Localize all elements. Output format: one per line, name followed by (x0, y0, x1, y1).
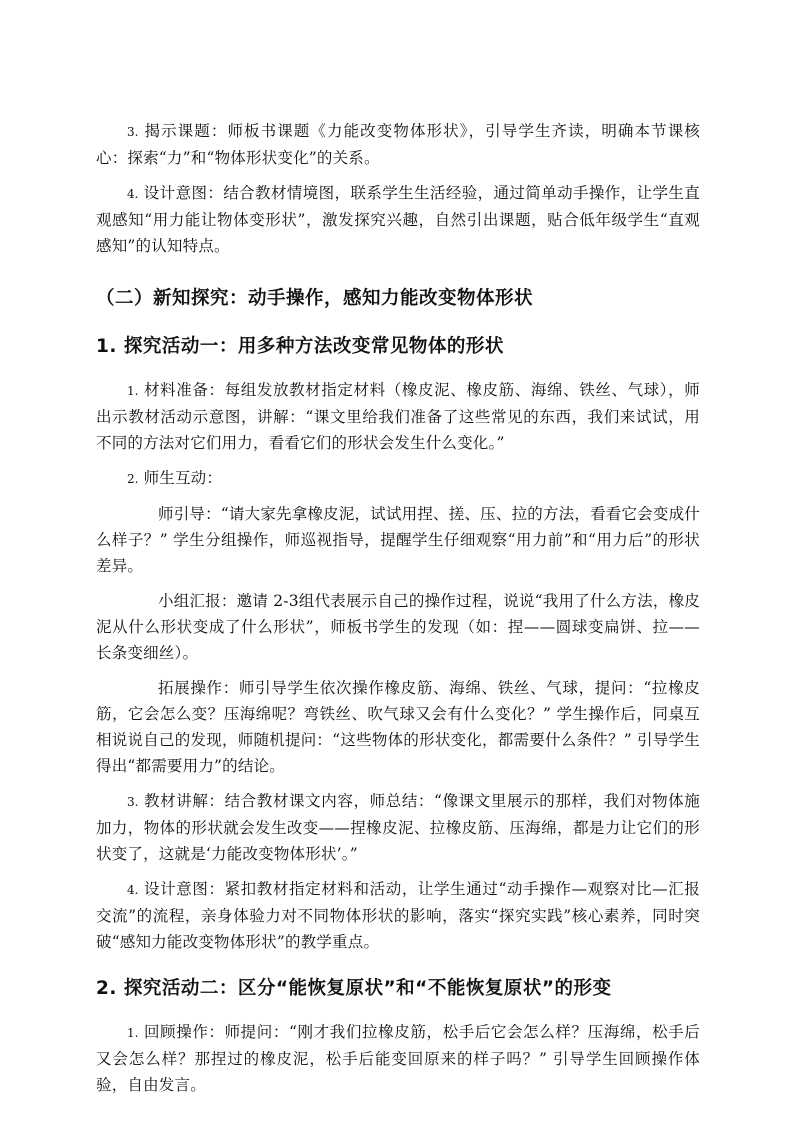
paragraph-textbook-explain (96, 788, 700, 867)
paragraph-text: 师生互动： (138, 469, 223, 487)
item-number: 2. (127, 472, 139, 486)
item-number: 1. (127, 1026, 139, 1040)
paragraph-design-intent-2 (96, 876, 700, 955)
paragraph-interaction (96, 465, 700, 492)
subsection-heading-activity-2: 2. 探究活动二：区分“能恢复原状”和“不能恢复原状”的形变 (96, 978, 612, 999)
item-number: 4. (127, 187, 139, 201)
paragraph-reveal-topic (96, 118, 700, 171)
paragraph-extension: 拓展操作：师引导学生依次操作橡皮筋、海绵、铁丝、气球，提问：“拉橡皮筋，它会怎么变？压海绵呢？弯铁丝、吹气球又会有什么变化？” 学生操作后，同桌互相说说自己的发现，师随机提问：“这些物体的形状变化，都需要什么条件？” 引导学生得出“都需要用力”的结论。 (96, 679, 700, 775)
item-number: 3. (127, 795, 139, 809)
paragraph-text: 设计意图：紧扣教材指定材料和活动，让学生通过“动手操作—观察对比—汇报交流”的流程，亲身体验力对不同物体形状的影响，落实“探究实践”核心素养，同时突破“感知力能改变物体形状”的教学重点。 (96, 880, 700, 951)
item-number: 4. (127, 883, 139, 897)
paragraph-text: 材料准备：每组发放教材指定材料（橡皮泥、橡皮筋、海绵、铁丝、气球），师出示教材活动示意图，讲解：“课文里给我们准备了这些常见的东西，我们来试试，用不同的方法对它们用力，看看它们的形状会发生什么变化。” (96, 381, 700, 452)
paragraph-text: 揭示课题：师板书课题《力能改变物体形状》，引导学生齐读，明确本节课核心：探索“力”和“物体形状变化”的关系。 (96, 122, 700, 167)
paragraph-review (96, 1019, 700, 1098)
paragraph-text: 教材讲解：结合教材课文内容，师总结：“像课文里展示的那样，我们对物体施加力，物体的形状就会发生改变——捏橡皮泥、拉橡皮筋、压海绵，都是力让它们的形状变了，这就是‘力能改变物体形状’。” (96, 792, 700, 863)
item-number: 3. (127, 125, 139, 139)
document-page (96, 118, 700, 1107)
paragraph-text: 回顾操作：师提问：“刚才我们拉橡皮筋，松手后它会怎么样？压海绵，松手后又会怎么样？那捏过的橡皮泥，松手后能变回原来的样子吗？” 引导学生回顾操作体验，自由发言。 (96, 1023, 700, 1094)
subsection-heading-activity-1: 1. 探究活动一：用多种方法改变常见物体的形状 (96, 336, 504, 357)
item-number: 1. (127, 384, 139, 398)
section-heading-new-knowledge: （二）新知探究：动手操作，感知力能改变物体形状 (96, 288, 534, 309)
paragraph-teacher-guide: 师引导：“请大家先拿橡皮泥，试试用捏、搓、压、拉的方法，看看它会变成什么样子？” 学生分组操作，师巡视指导，提醒学生仔细观察“用力前”和“用力后”的形状差异。 (96, 505, 700, 575)
paragraph-group-report: 小组汇报：邀请 2-3组代表展示自己的操作过程，说说“我用了什么方法，橡皮泥从什么形状变成了什么形状”，师板书学生的发现（如：捏——圆球变扁饼、拉——长条变细丝）。 (96, 592, 700, 662)
paragraph-design-intent-1 (96, 180, 700, 259)
paragraph-materials (96, 377, 700, 456)
paragraph-text: 设计意图：结合教材情境图，联系学生生活经验，通过简单动手操作，让学生直观感知“用力能让物体变形状”，激发探究兴趣，自然引出课题，贴合低年级学生“直观感知”的认知特点。 (96, 184, 700, 255)
